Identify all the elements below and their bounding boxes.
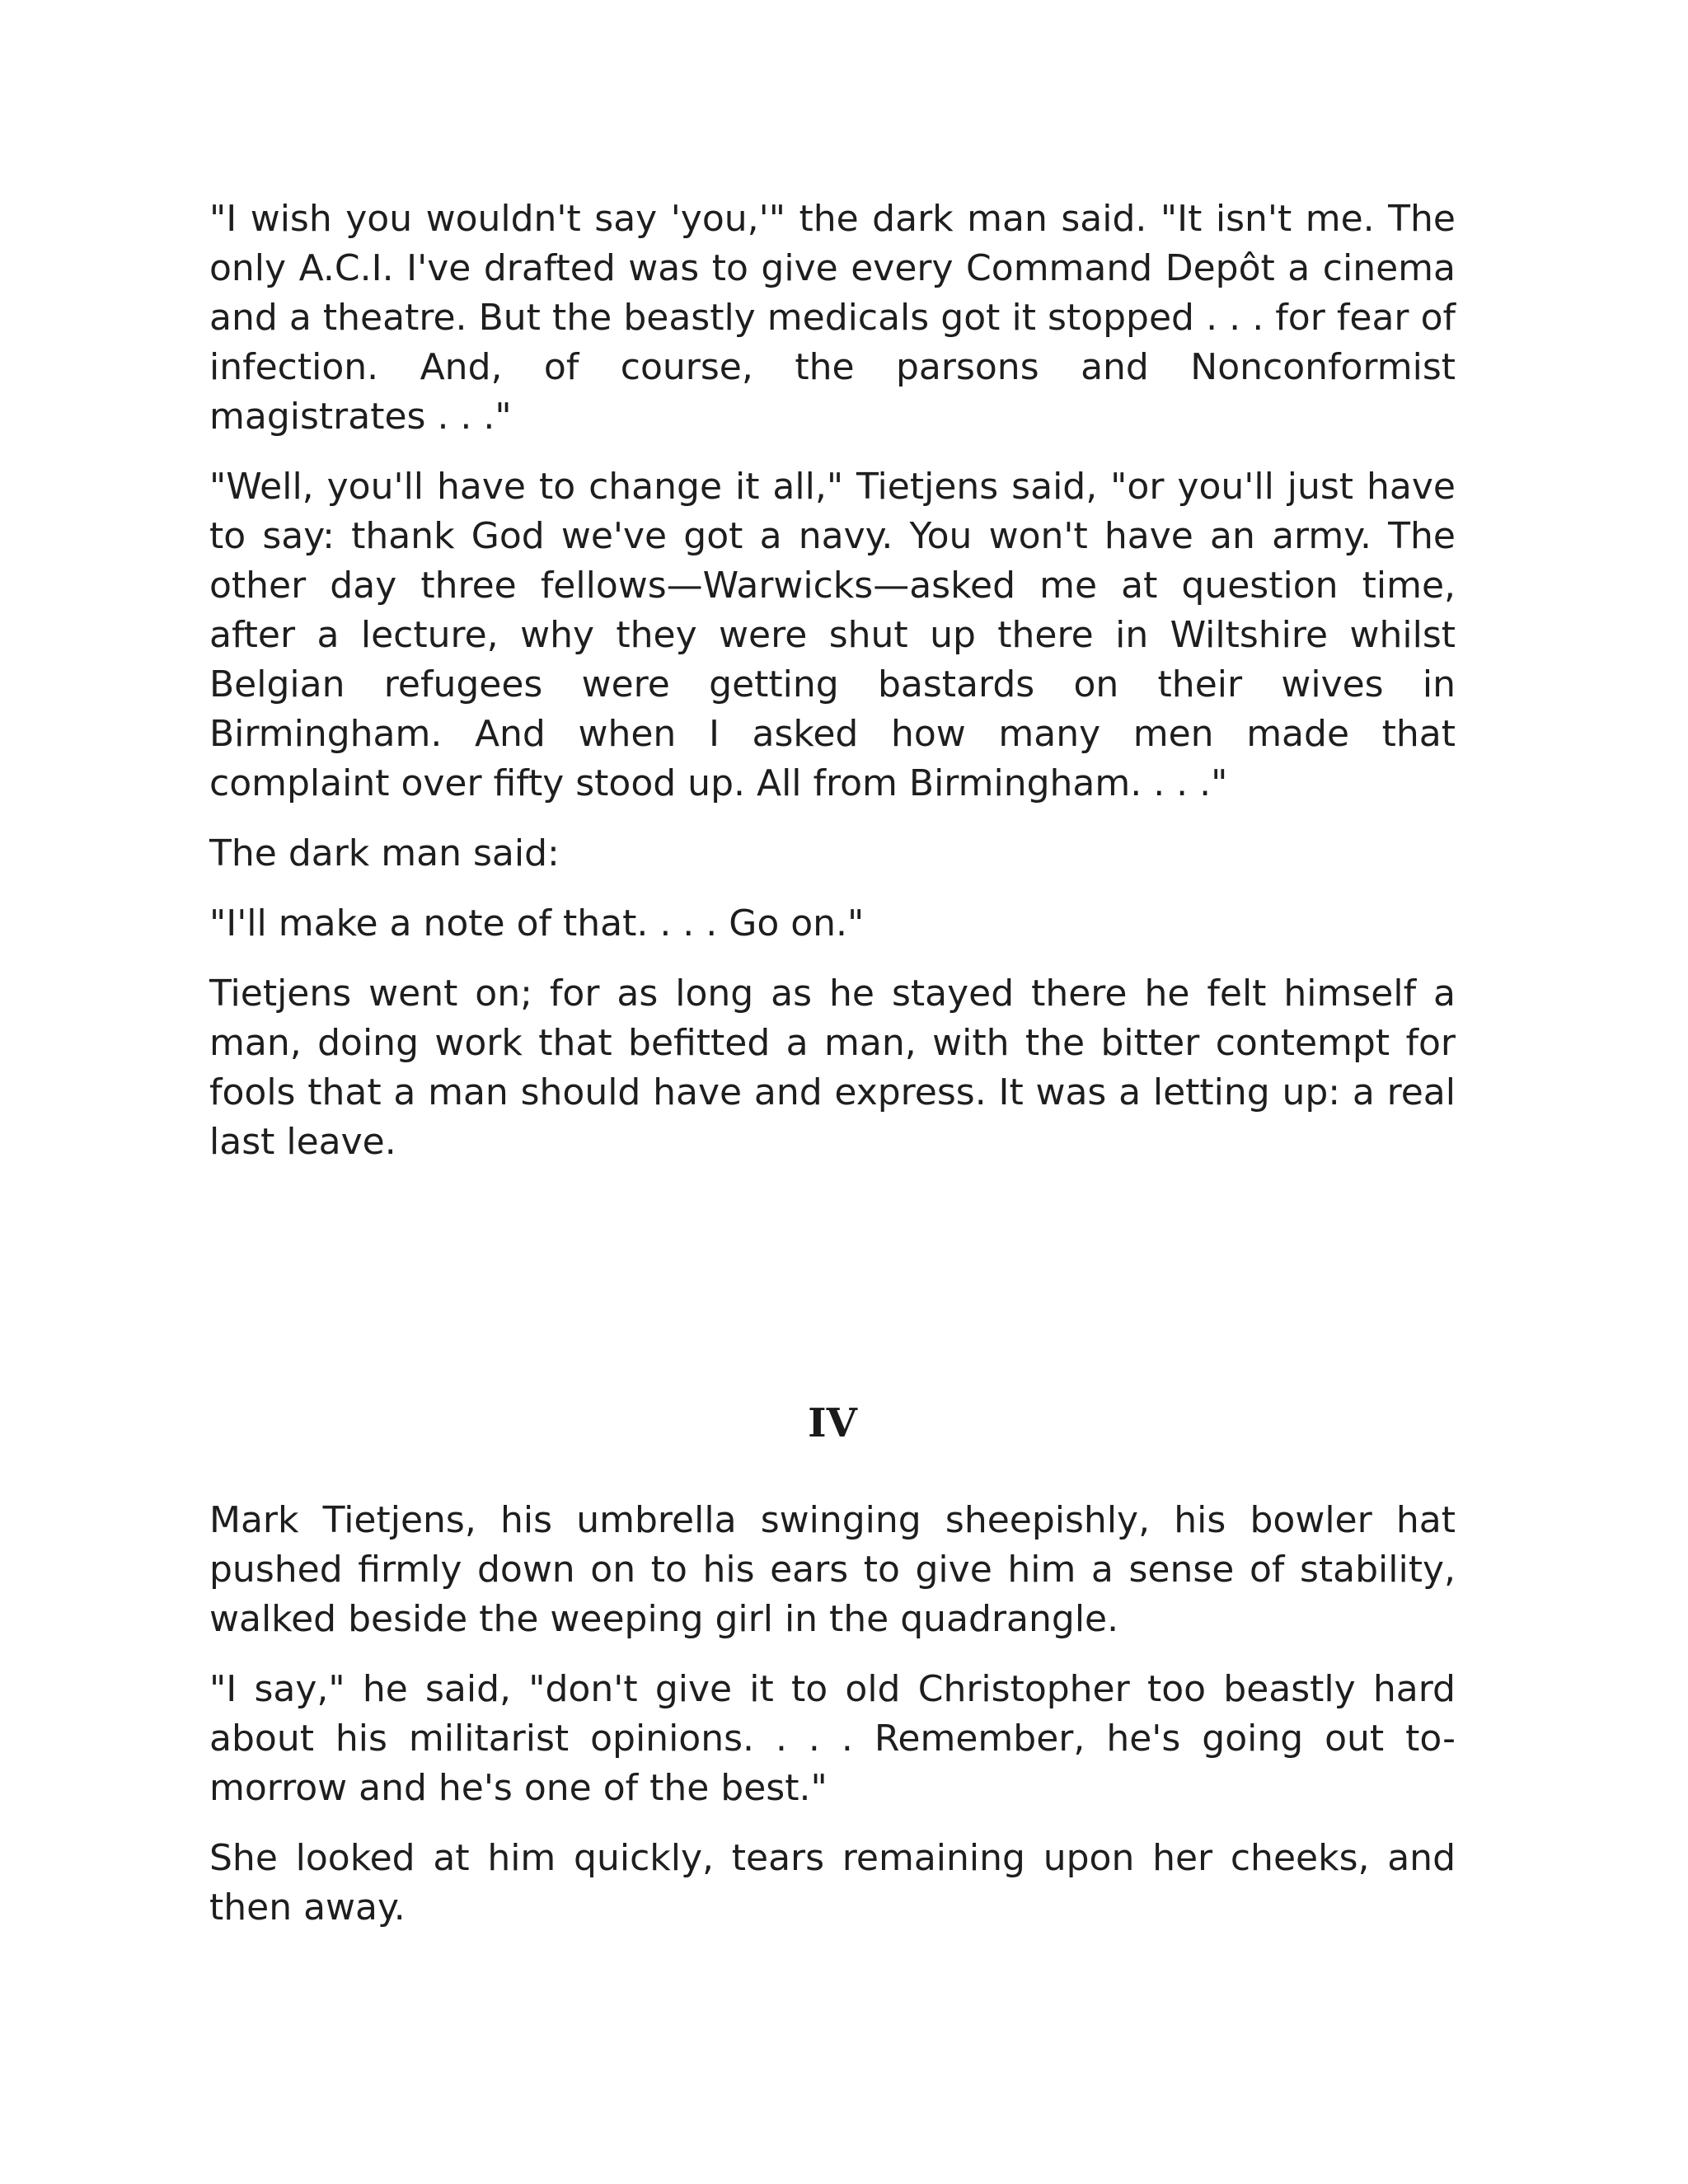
book-page xyxy=(209,194,1456,1953)
section-before xyxy=(209,194,1456,1167)
section-gap xyxy=(209,1188,1456,1399)
chapter-section xyxy=(209,1399,1456,1933)
paragraph: "Well, you'll have to change it all," Tietjens said, "or you'll just have to say: thank God we've got a navy. You won't have an army. The other day three fellows—Warwicks—asked me at question time, after a lecture, why they were shut up there in Wiltshire whilst Belgian refugees were getting bastards on their wives in Birmingham. And when I asked how many men made that complaint over fifty stood up. All from Birmingham. . . ." xyxy=(209,466,1456,804)
paragraph: She looked at him quickly, tears remaining upon her cheeks, and then away. xyxy=(209,1837,1456,1929)
paragraph: The dark man said: xyxy=(209,832,560,874)
paragraph: "I'll make a note of that. . . . Go on." xyxy=(209,902,865,944)
paragraph: "I wish you wouldn't say 'you,'" the dark man said. "It isn't me. The only A.C.I. I've drafted was to give every Command Depôt a cinema and a theatre. But the beastly medicals got it stopped . . . for fear of infection. And, of course, the parsons and Nonconformist magistrates . . ." xyxy=(209,198,1456,438)
paragraph: Mark Tietjens, his umbrella swinging sheepishly, his bowler hat pushed firmly down on to his ears to give him a sense of stability, walked beside the weeping girl in the quadrangle. xyxy=(209,1499,1456,1640)
paragraph: "I say," he said, "don't give it to old Christopher too beastly hard about his militarist opinions. . . . Remember, he's going out to-morrow and he's one of the best." xyxy=(209,1668,1456,1809)
paragraph: Tietjens went on; for as long as he stayed there he felt himself a man, doing work that befitted a man, with the bitter contempt for fools that a man should have and express. It was a letting up: a real last leave. xyxy=(209,972,1456,1163)
chapter-heading: IV xyxy=(808,1400,857,1446)
